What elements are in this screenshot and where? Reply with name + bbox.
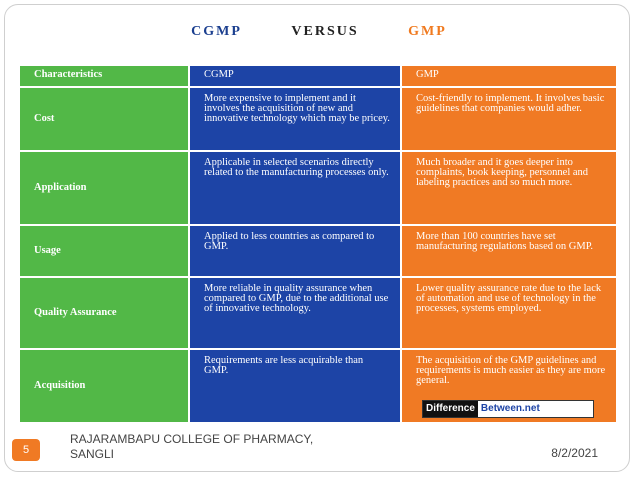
gmp-usage: More than 100 countries have set manufacturing regulations based on GMP. [402, 226, 616, 276]
logo-part-difference: Difference [423, 401, 478, 417]
row-label-cost: Cost [20, 88, 188, 150]
slide-title [0, 24, 638, 40]
characteristics-column [20, 66, 188, 422]
footer-college-line1: RAJARAMBAPU COLLEGE OF PHARMACY, [70, 432, 314, 446]
title-cgmp: CGMP [191, 24, 242, 39]
header-cgmp: CGMP [190, 66, 400, 86]
header-characteristics: Characteristics [20, 66, 188, 86]
logo-part-between: Between.net [478, 401, 593, 417]
row-label-application: Application [20, 152, 188, 224]
title-versus: VERSUS [291, 24, 359, 39]
gmp-quality-assurance: Lower quality assurance rate due to the lack of automation and use of technology in the processes, systems employed. [402, 278, 616, 348]
cgmp-column [190, 66, 400, 422]
difference-between-logo [422, 400, 594, 418]
cgmp-application: Applicable in selected scenarios directly related to the manufacturing processes only. [190, 152, 400, 224]
gmp-acquisition: The acquisition of the GMP guidelines and requirements is much easier as they are more general. [416, 355, 606, 386]
title-gmp: GMP [408, 24, 447, 39]
row-label-usage: Usage [20, 226, 188, 276]
comparison-table [20, 66, 616, 422]
footer-date: 8/2/2021 [551, 446, 598, 460]
gmp-application: Much broader and it goes deeper into complaints, book keeping, personnel and labeling practices and so much more. [402, 152, 616, 224]
footer-college-line2: SANGLI [70, 447, 115, 461]
cgmp-cost: More expensive to implement and it involves the acquisition of new and innovative technology which may be pricey. [190, 88, 400, 150]
row-label-acquisition: Acquisition [20, 350, 188, 422]
footer-college [70, 432, 360, 462]
header-gmp: GMP [402, 66, 616, 86]
gmp-acquisition-cell [402, 350, 616, 422]
cgmp-acquisition: Requirements are less acquirable than GMP. [190, 350, 400, 422]
gmp-column [402, 66, 616, 422]
cgmp-usage: Applied to less countries as compared to GMP. [190, 226, 400, 276]
slide-number-badge: 5 [12, 439, 40, 461]
row-label-quality-assurance: Quality Assurance [20, 278, 188, 348]
cgmp-quality-assurance: More reliable in quality assurance when compared to GMP, due to the additional use of innovative technology. [190, 278, 400, 348]
gmp-cost: Cost-friendly to implement. It involves basic guidelines that companies would adher. [402, 88, 616, 150]
